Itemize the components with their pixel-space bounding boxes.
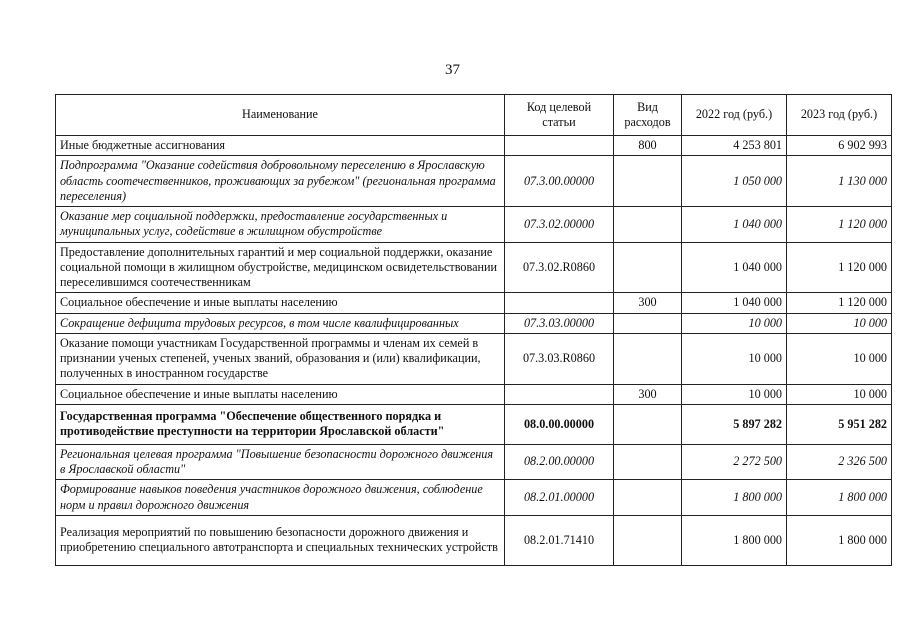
cell-2023: 10 000	[787, 313, 892, 333]
cell-2023: 2 326 500	[787, 444, 892, 480]
cell-name: Социальное обеспечение и иные выплаты населению	[56, 293, 505, 313]
header-name: Наименование	[56, 95, 505, 136]
cell-code	[505, 136, 614, 156]
cell-expense-type	[614, 333, 682, 384]
cell-code: 07.3.03.R0860	[505, 333, 614, 384]
cell-expense-type	[614, 242, 682, 293]
cell-2023: 1 120 000	[787, 293, 892, 313]
cell-name: Оказание помощи участникам Государственной программы и членам их семей в признании ученых степеней, ученых званий, образования и (или) квалификации, полученных в иностранном государстве	[56, 333, 505, 384]
cell-name: Государственная программа "Обеспечение общественного порядка и противодействие преступности на территории Ярославской области"	[56, 404, 505, 444]
cell-2022: 1 800 000	[682, 515, 787, 565]
cell-expense-type	[614, 480, 682, 516]
cell-2022: 10 000	[682, 313, 787, 333]
header-2022: 2022 год (руб.)	[682, 95, 787, 136]
table-row	[56, 207, 892, 243]
cell-2023: 10 000	[787, 384, 892, 404]
cell-expense-type: 300	[614, 384, 682, 404]
cell-2023: 1 120 000	[787, 242, 892, 293]
cell-expense-type	[614, 444, 682, 480]
table-row	[56, 333, 892, 384]
table-row	[56, 480, 892, 516]
cell-code	[505, 293, 614, 313]
cell-2022: 1 800 000	[682, 480, 787, 516]
cell-2022: 5 897 282	[682, 404, 787, 444]
cell-code: 08.2.00.00000	[505, 444, 614, 480]
cell-2023: 1 130 000	[787, 156, 892, 207]
cell-name: Иные бюджетные ассигнования	[56, 136, 505, 156]
header-expense-type: Вид расходов	[614, 95, 682, 136]
cell-2023: 1 800 000	[787, 480, 892, 516]
cell-2023: 6 902 993	[787, 136, 892, 156]
cell-name: Подпрограмма "Оказание содействия добровольному переселению в Ярославскую область соотечественников, проживающих за рубежом" (региональная программа переселения)	[56, 156, 505, 207]
cell-name: Предоставление дополнительных гарантий и мер социальной поддержки, оказание социальной помощи в жилищном обустройстве, медицинском освидетельствовании переселившимся соотечественникам	[56, 242, 505, 293]
table-row	[56, 136, 892, 156]
table-row	[56, 242, 892, 293]
cell-2023: 5 951 282	[787, 404, 892, 444]
cell-2023: 10 000	[787, 333, 892, 384]
table-row	[56, 515, 892, 565]
cell-name: Формирование навыков поведения участников дорожного движения, соблюдение норм и правил дорожного движения	[56, 480, 505, 516]
cell-2022: 1 040 000	[682, 293, 787, 313]
cell-expense-type	[614, 404, 682, 444]
cell-code: 08.0.00.00000	[505, 404, 614, 444]
cell-code: 08.2.01.71410	[505, 515, 614, 565]
table-row	[56, 156, 892, 207]
table-row	[56, 293, 892, 313]
budget-table	[55, 94, 892, 566]
cell-name: Реализация мероприятий по повышению безопасности дорожного движения и приобретению специального автотранспорта и специальных технических устройств	[56, 515, 505, 565]
header-2023: 2023 год (руб.)	[787, 95, 892, 136]
cell-2022: 10 000	[682, 384, 787, 404]
cell-code: 07.3.02.R0860	[505, 242, 614, 293]
table-row	[56, 444, 892, 480]
table-row	[56, 313, 892, 333]
cell-2022: 1 050 000	[682, 156, 787, 207]
cell-2023: 1 800 000	[787, 515, 892, 565]
cell-name: Оказание мер социальной поддержки, предоставление государственных и муниципальных услуг, содействие в жилищном обустройстве	[56, 207, 505, 243]
cell-code: 07.3.00.00000	[505, 156, 614, 207]
cell-expense-type	[614, 313, 682, 333]
cell-name: Социальное обеспечение и иные выплаты населению	[56, 384, 505, 404]
cell-expense-type	[614, 207, 682, 243]
cell-code: 07.3.02.00000	[505, 207, 614, 243]
cell-2022: 4 253 801	[682, 136, 787, 156]
table-row	[56, 404, 892, 444]
cell-expense-type: 800	[614, 136, 682, 156]
cell-expense-type	[614, 156, 682, 207]
cell-2022: 2 272 500	[682, 444, 787, 480]
page-number: 37	[445, 62, 460, 78]
table-row	[56, 384, 892, 404]
cell-2022: 1 040 000	[682, 242, 787, 293]
cell-code: 08.2.01.00000	[505, 480, 614, 516]
header-code: Код целевой статьи	[505, 95, 614, 136]
cell-code: 07.3.03.00000	[505, 313, 614, 333]
cell-2022: 1 040 000	[682, 207, 787, 243]
table-header-row	[56, 95, 892, 136]
cell-name: Сокращение дефицита трудовых ресурсов, в том числе квалифицированных	[56, 313, 505, 333]
cell-name: Региональная целевая программа "Повышение безопасности дорожного движения в Ярославской области"	[56, 444, 505, 480]
cell-2022: 10 000	[682, 333, 787, 384]
cell-expense-type: 300	[614, 293, 682, 313]
cell-2023: 1 120 000	[787, 207, 892, 243]
cell-code	[505, 384, 614, 404]
cell-expense-type	[614, 515, 682, 565]
